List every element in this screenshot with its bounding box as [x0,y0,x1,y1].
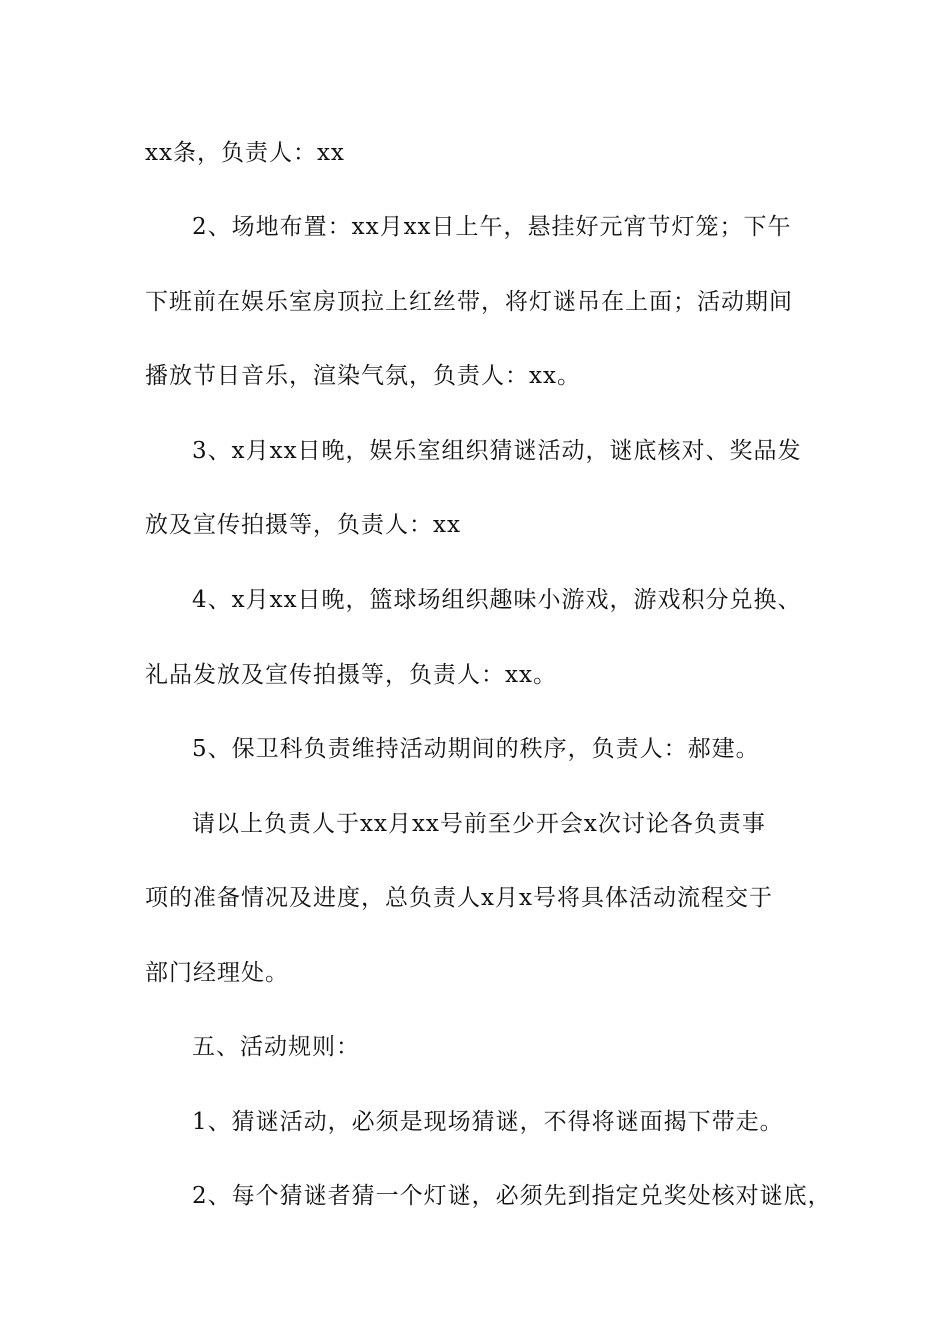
text-line: 2、场地布置：xx月xx日上午，悬挂好元宵节灯笼；下午 [192,214,792,240]
text-line: 4、x月xx日晚，篮球场组织趣味小游戏，游戏积分兑换、 [192,587,802,613]
text-line: 3、x月xx日晚，娱乐室组织猜谜活动，谜底核对、奖品发 [192,438,802,464]
text-line: 请以上负责人于xx月xx号前至少开会x次讨论各负责事 [192,811,766,837]
section-heading: 五、活动规则： [192,1034,360,1060]
text-line: 5、保卫科负责维持活动期间的秩序，负责人：郝建。 [192,736,760,762]
text-line: xx条，负责人：xx [145,140,345,166]
text-line: 1、猜谜活动，必须是现场猜谜，不得将谜面揭下带走。 [192,1109,784,1135]
text-line: 播放节日音乐，渲染气氛，负责人：xx。 [145,363,581,389]
text-line: 项的准备情况及进度，总负责人x月x号将具体活动流程交于 [145,885,773,911]
text-line: 下班前在娱乐室房顶拉上红丝带，将灯谜吊在上面；活动期间 [145,289,793,315]
text-line: 2、每个猜谜者猜一个灯谜，必须先到指定兑奖处核对谜底， [192,1183,832,1209]
text-line: 礼品发放及宣传拍摄等，负责人：xx。 [145,662,557,688]
text-line: 部门经理处。 [145,960,289,986]
text-line: 放及宣传拍摄等，负责人：xx [145,512,461,538]
